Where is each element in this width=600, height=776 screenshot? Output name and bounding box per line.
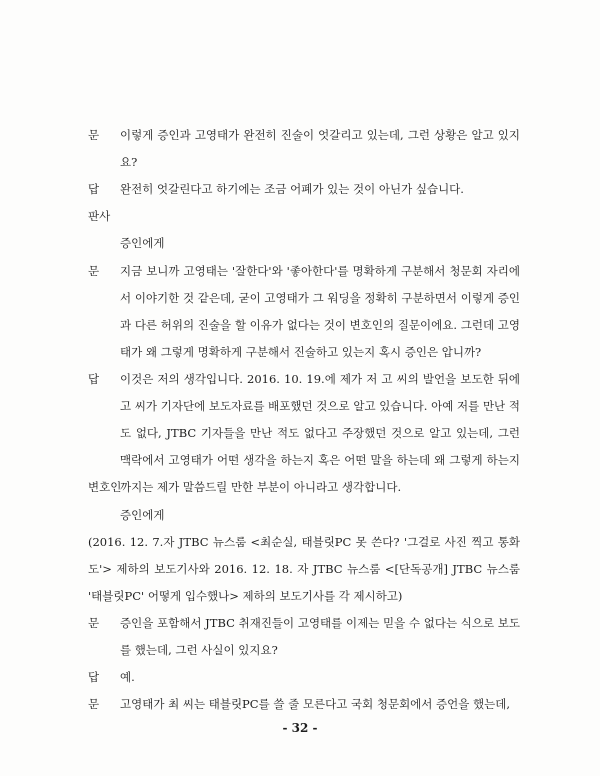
speaker-judge: 판사: [88, 209, 111, 223]
address-to-witness: 증인에게: [120, 508, 165, 522]
speaker-lawyer: 변호인: [88, 480, 122, 494]
address-to-witness: 증인에게: [120, 236, 165, 250]
answer-label: 답: [88, 670, 100, 684]
question-text: 지금 보니까 고영태는 '잘한다'와 '좋아한다'를 명확하게 구분해서 청문회 자리에서 이야기한 것 같은데, 굳이 고영태가 그 워딩을 정확히 구분하면서 이렇게 증인과 다른 허위의 진술을 할 이유가 없다는 것이 변호인의 질문이에요. 그런데 고영태가 왜 그렇게 명확하게 구분해서 진술하고 있는지 혹시 증인은 압니까?: [120, 264, 520, 359]
question-text: 고영태가 최 씨는 태블릿PC를 쓸 줄 모른다고 국회 청문회에서 증언을 했는데,: [120, 697, 511, 711]
answer-label: 답: [88, 182, 100, 196]
exhibit-note-text: (2016. 12. 7.자 JTBC 뉴스룸 <최순실, 태블릿PC 못 쓴다? '그걸로 사진 찍고 통화도'> 제하의 보도기사와 2016. 12. 18. 자 JTBC 뉴스룸 <[단독공개] JTBC 뉴스룸 '태블릿PC' 어떻게 입수했나> 제하의 보도기사를 각 제시하고): [88, 535, 520, 603]
question-text: 증인을 포함해서 JTBC 취재진들이 고영태를 이제는 믿을 수 없다는 식으로 보도를 했는데, 그런 사실이 있지요?: [120, 616, 520, 657]
answer-text: 완전히 엇갈린다고 하기에는 조금 어폐가 있는 것이 아닌가 싶습니다.: [120, 182, 464, 196]
page-number: - 32 -: [282, 721, 318, 735]
question-label: 문: [88, 128, 100, 142]
question-label: 문: [88, 264, 100, 278]
question-label: 문: [88, 616, 100, 630]
answer-text: 이것은 저의 생각입니다. 2016. 10. 19.에 제가 저 고 씨의 발언을 보도한 뒤에 고 씨가 기자단에 보도자료를 배포했던 것으로 알고 있습니다. 아예 저를 만난 적도 없다, JTBC 기자들을 만난 적도 없다고 주장했던 것으로 알고 있는데, 그런 맥락에서 고영태가 어떤 생각을 하는지 혹은 어떤 말을 하는데 왜 그렇게 하는지까지는 제가 말씀드릴 만한 부분이 아니라고 생각합니다.: [120, 372, 520, 494]
answer-label: 답: [88, 372, 100, 386]
answer-text: 예.: [120, 670, 135, 684]
question-label: 문: [88, 697, 100, 711]
question-text: 이렇게 증인과 고영태가 완전히 진술이 엇갈리고 있는데, 그런 상황은 알고 있지요?: [120, 128, 520, 169]
